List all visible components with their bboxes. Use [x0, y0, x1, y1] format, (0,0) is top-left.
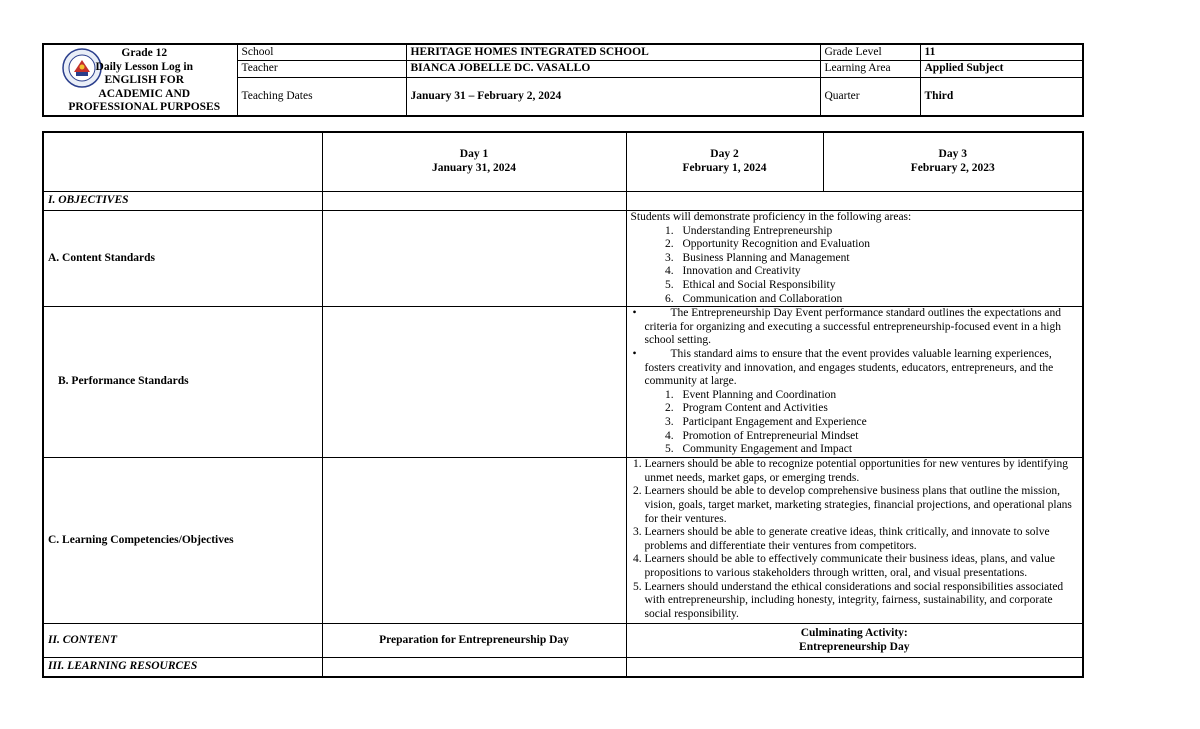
title-line-subject-2: ACADEMIC AND	[98, 87, 191, 100]
learning-competencies-list	[631, 458, 1079, 621]
list-item: 6. Communication and Collaboration	[677, 293, 1079, 307]
list-item: • The Entrepreneurship Day Event performance standard outlines the expectations and criteria for organizing and executing a successful entrepreneurship-focused event in a high school setting.	[632, 307, 1062, 347]
log-title-cell	[43, 44, 237, 116]
culminating-activity-label: Culminating Activity:	[800, 627, 908, 640]
blank-head-cell	[43, 132, 322, 192]
title-line-subject-3: PROFESSIONAL PURPOSES	[68, 101, 221, 114]
list-item: 3. Learners should be able to generate creative ideas, think critically, and innovate to solve problems and differentiate their ventures from competitors.	[645, 526, 1079, 553]
day-2-label: Day 2	[710, 148, 739, 161]
grade-level-value: 11	[920, 44, 1083, 61]
list-item: 2. Learners should be able to develop comprehensive business plans that outline the mission, vision, goals, target market, marketing strategies, financial projections, and operational plans for their ventures.	[645, 485, 1079, 526]
objectives-day23-cell	[626, 192, 1083, 211]
content-standards-list	[631, 225, 1079, 307]
list-item: 2. Opportunity Recognition and Evaluation	[677, 238, 1079, 252]
objectives-heading: I. OBJECTIVES	[43, 192, 322, 211]
performance-standards-bullets	[631, 307, 1079, 389]
learning-resources-day1-cell	[322, 658, 626, 678]
learning-resources-heading: III. LEARNING RESOURCES	[43, 658, 322, 678]
learning-area-label: Learning Area	[820, 61, 920, 77]
list-item: 1. Event Planning and Coordination	[677, 389, 1079, 403]
day-2-date: February 1, 2024	[682, 162, 767, 174]
teacher-value: BIANCA JOBELLE DC. VASALLO	[406, 61, 820, 77]
day-1-header	[322, 132, 626, 192]
teacher-label: Teacher	[237, 61, 406, 77]
list-item: 3. Business Planning and Management	[677, 252, 1079, 266]
learning-competencies-day1-cell	[322, 458, 626, 624]
performance-standards-cell	[626, 307, 1083, 458]
list-item: • This standard aims to ensure that the event provides valuable learning experiences, fosters creativity and innovation, and engages students, educators, entrepreneurs, and the community at large.	[632, 347, 1054, 388]
bullet-icon: •	[632, 307, 637, 320]
list-item: 2. Program Content and Activities	[677, 402, 1079, 416]
day-3-header	[823, 132, 1083, 192]
content-standards-label: A. Content Standards	[43, 211, 322, 307]
performance-standards-list	[631, 389, 1079, 457]
title-line-dll: Daily Lesson Log in	[95, 60, 193, 73]
list-item: 1. Learners should be able to recognize potential opportunities for new ventures by identifying unmet needs, market gaps, or emerging trends.	[645, 458, 1079, 485]
quarter-value: Third	[920, 77, 1083, 116]
list-item: 4. Promotion of Entrepreneurial Mindset	[677, 430, 1079, 444]
day-1-label: Day 1	[459, 148, 489, 161]
list-item: 1. Understanding Entrepreneurship	[677, 225, 1079, 239]
day-3-label: Day 3	[938, 148, 967, 161]
list-item: 5. Ethical and Social Responsibility	[677, 279, 1079, 293]
content-standards-day1-cell	[322, 211, 626, 307]
bullet-icon: •	[632, 347, 637, 360]
school-label: School	[237, 44, 406, 61]
day-2-header	[626, 132, 823, 192]
performance-standards-day1-cell	[322, 307, 626, 458]
learning-resources-day23-cell	[626, 658, 1083, 678]
content-standards-cell	[626, 211, 1083, 307]
day-1-date: January 31, 2024	[431, 162, 517, 174]
list-item: 3. Participant Engagement and Experience	[677, 416, 1079, 430]
title-line-grade: Grade 12	[121, 47, 168, 59]
lesson-log-table	[42, 131, 1084, 678]
content-heading: II. CONTENT	[43, 624, 322, 658]
day-3-date: February 2, 2023	[910, 162, 995, 174]
learning-area-value: Applied Subject	[920, 61, 1083, 77]
list-item: 4. Learners should be able to effectively communicate their business ideas, plans, and value propositions to various stakeholders through written, oral, and visual presentations.	[645, 553, 1079, 580]
title-line-subject-1: ENGLISH FOR	[104, 74, 185, 87]
grade-level-label: Grade Level	[820, 44, 920, 61]
quarter-label: Quarter	[820, 77, 920, 116]
content-day23	[626, 624, 1083, 658]
teaching-dates-label: Teaching Dates	[237, 77, 406, 116]
teaching-dates-value: January 31 – February 2, 2024	[406, 77, 820, 116]
list-item: 5. Learners should understand the ethical considerations and social responsibilities associated with entrepreneurship, including honesty, integrity, fairness, sustainability, and corporate social responsibility.	[645, 581, 1079, 622]
learning-competencies-cell	[626, 458, 1083, 624]
header-table	[42, 43, 1084, 117]
learning-competencies-label: C. Learning Competencies/Objectives	[43, 458, 322, 624]
list-item: 4. Innovation and Creativity	[677, 265, 1079, 279]
school-value: HERITAGE HOMES INTEGRATED SCHOOL	[406, 44, 820, 61]
content-standards-intro: Students will demonstrate proficiency in the following areas:	[630, 211, 912, 223]
list-item: 5. Community Engagement and Impact	[677, 443, 1079, 457]
performance-standards-label: B. Performance Standards	[43, 307, 322, 458]
content-day1: Preparation for Entrepreneurship Day	[322, 624, 626, 658]
culminating-activity-title: Entrepreneurship Day	[799, 640, 910, 653]
objectives-day1-cell	[322, 192, 626, 211]
